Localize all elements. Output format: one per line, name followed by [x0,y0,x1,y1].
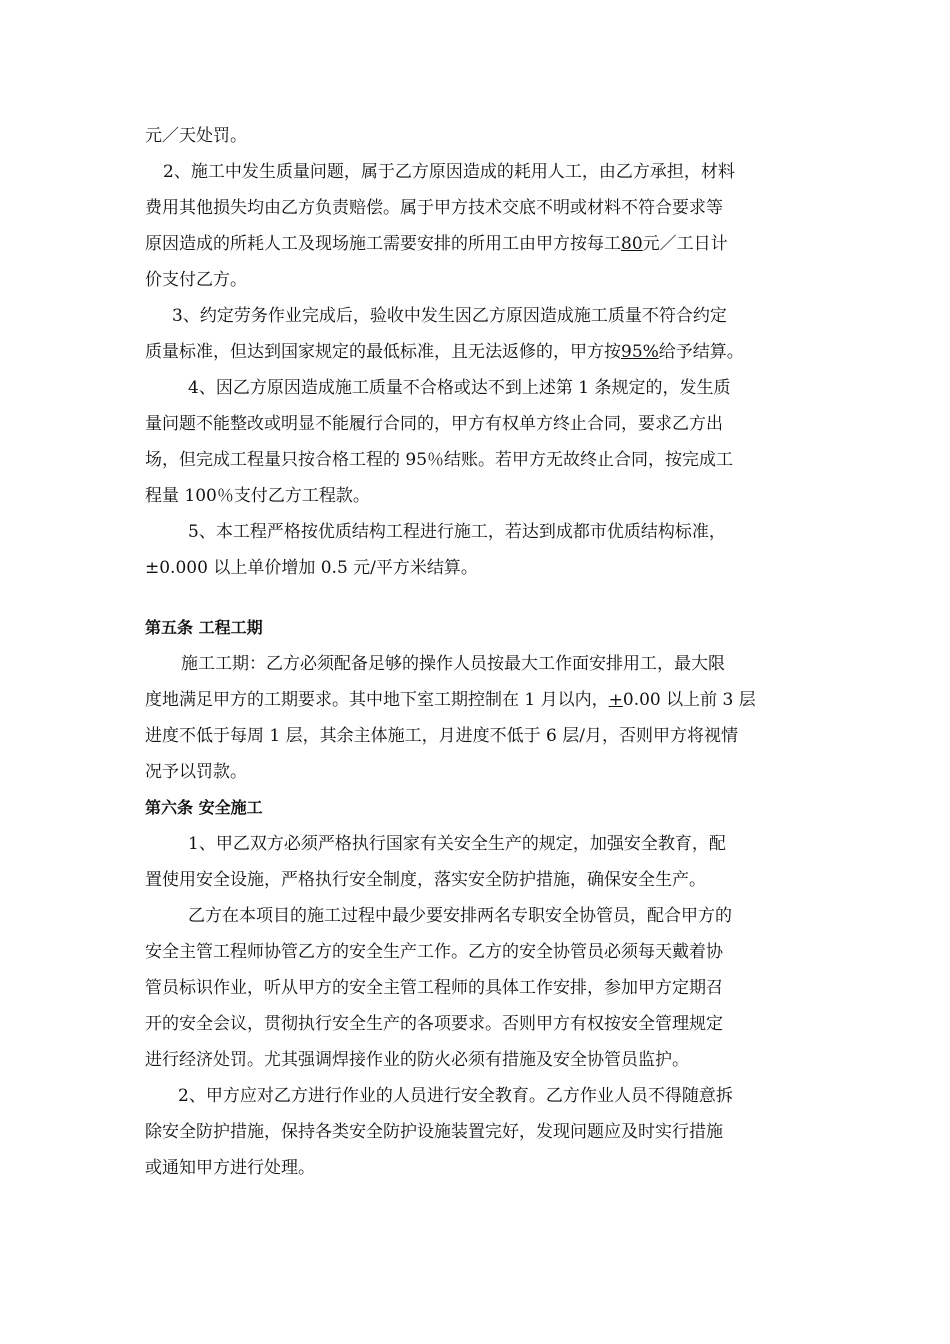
section-gap [145,586,810,610]
clause4-item2-line2: 费用其他损失均由乙方负责赔偿。属于甲方技术交底不明或材料不符合要求等 [145,198,723,218]
clause6-para2-line4: 开的安全会议，贯彻执行安全生产的各项要求。否则甲方有权按安全管理规定 [145,1014,723,1034]
underlined-value: 80 [621,234,643,254]
clause4-item4-line1: 4、因乙方原因造成施工质量不合格或达不到上述第 1 条规定的，发生质 [188,378,731,398]
clause4-item4-line2: 量问题不能整改或明显不能履行合同的，甲方有权单方终止合同，要求乙方出 [145,414,723,434]
clause4-item2-line3 [145,226,810,262]
clause4-item5-line2: ±0.000 以上单价增加 0.5 元/平方米结算。 [145,558,478,578]
clause6-item2-line3: 或通知甲方进行处理。 [145,1158,315,1178]
clause5-heading: 第五条 工程工期 [145,618,263,637]
clause6-para2-line3: 管员标识作业，听从甲方的安全主管工程师的具体工作安排，参加甲方定期召 [145,978,723,998]
clause4-item4-line4: 程量 100％支付乙方工程款。 [145,486,370,506]
clause6-para2-line5: 进行经济处罚。尤其强调焊接作业的防火必须有措施及安全协管员监护。 [145,1050,689,1070]
text-segment: 元／工日计 [642,234,728,254]
text-segment: 度地满足甲方的工期要求。其中地下室工期控制在 1 月以内， [145,690,609,710]
clause5-line2 [145,682,810,718]
clause6-item1-line2: 置使用安全设施，严格执行安全制度，落实安全防护措施，确保安全生产。 [145,870,706,890]
clause4-item4-line3: 场，但完成工程量只按合格工程的 95％结账。若甲方无故终止合同，按完成工 [145,450,734,470]
clause4-item5-line1: 5、本工程严格按优质结构工程进行施工，若达到成都市优质结构标准， [188,522,726,542]
clause6-item1-line1: 1、甲乙双方必须严格执行国家有关安全生产的规定，加强安全教育，配 [188,834,726,854]
clause4-item3-line1: 3、约定劳务作业完成后，验收中发生因乙方原因造成施工质量不符合约定 [172,306,727,326]
document-page [145,118,810,1186]
plus-minus-sign: + [608,690,623,710]
clause6-item2-line1: 2、甲方应对乙方进行作业的人员进行安全教育。乙方作业人员不得随意拆 [178,1086,733,1106]
clause6-para2-line2: 安全主管工程师协管乙方的安全生产工作。乙方的安全协管员必须每天戴着协 [145,942,723,962]
text-segment: 给予结算。 [658,342,744,362]
clause4-line: 元／天处罚。 [145,126,247,146]
clause5-line4: 况予以罚款。 [145,762,247,782]
text-segment: 0.00 以上前 3 层 [622,690,756,710]
clause4-item2-line1: 2、施工中发生质量问题，属于乙方原因造成的耗用人工，由乙方承担，材料 [163,162,735,182]
text-segment: 原因造成的所耗人工及现场施工需要安排的所用工由甲方按每工 [145,234,621,254]
clause6-para2-line1: 乙方在本项目的施工过程中最少要安排两名专职安全协管员，配合甲方的 [188,906,732,926]
clause5-line1: 施工工期：乙方必须配备足够的操作人员按最大工作面安排用工，最大限 [181,654,725,674]
clause4-item3-line2 [145,334,810,370]
clause6-item2-line2: 除安全防护措施，保持各类安全防护设施装置完好，发现问题应及时实行措施 [145,1122,723,1142]
clause5-line3: 进度不低于每周 1 层，其余主体施工，月进度不低于 6 层/月，否则甲方将视情 [145,726,738,746]
clause4-item2-line4: 价支付乙方。 [145,270,247,290]
text-segment: 质量标准，但达到国家规定的最低标准，且无法返修的，甲方按 [145,342,621,362]
clause6-heading: 第六条 安全施工 [145,798,263,817]
underlined-value: 95% [621,342,659,362]
